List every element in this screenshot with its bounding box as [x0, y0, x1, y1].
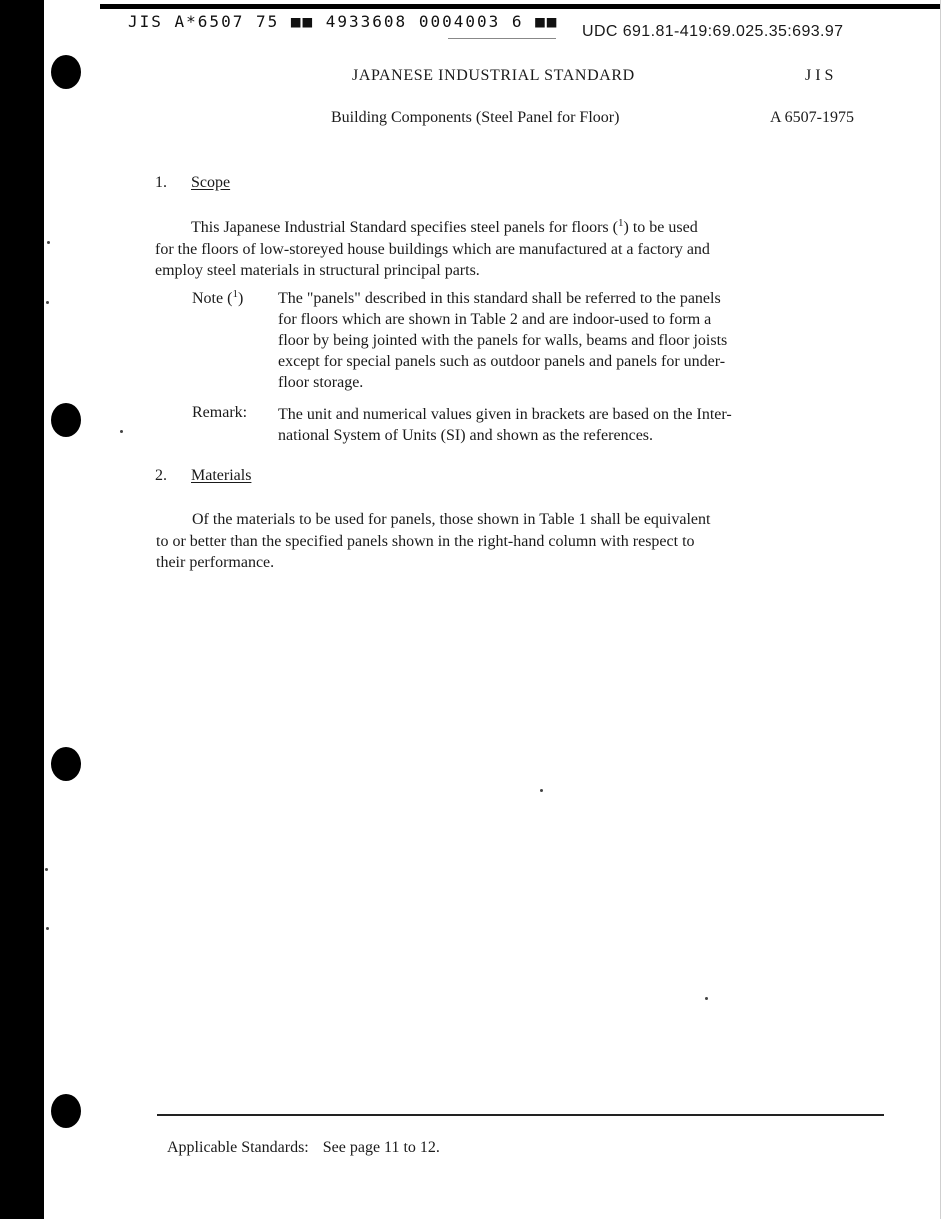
punch-hole-1	[51, 55, 81, 89]
note-line: except for special panels such as outdoor panels and panels for under-	[278, 353, 726, 370]
paragraph-line: Of the materials to be used for panels, those shown in Table 1 shall be equivalent	[192, 511, 711, 528]
applicable-standards	[167, 1139, 440, 1157]
note-label	[192, 288, 243, 308]
applicable-standards-value: See page 11 to 12.	[322, 1139, 440, 1156]
scan-speck	[540, 789, 543, 792]
scan-top-edge	[100, 4, 950, 9]
remark-line: national System of Units (SI) and shown as the references.	[278, 427, 654, 444]
scan-speck	[46, 301, 49, 304]
text-span: )	[237, 290, 244, 307]
document-title: Building Components (Steel Panel for Floor)	[331, 109, 620, 126]
note-body	[278, 288, 727, 393]
scan-speck	[45, 868, 48, 871]
note-line: floor by being jointed with the panels for walls, beams and floor joists	[278, 332, 728, 349]
jis-mark: JIS	[805, 67, 838, 84]
scan-right-edge	[940, 0, 950, 1219]
punch-hole-4	[51, 1094, 81, 1128]
punch-hole-2	[51, 403, 81, 437]
paragraph-line: to or better than the specified panels shown in the right-hand column with respect to	[156, 532, 695, 550]
note-line: floor storage.	[278, 374, 364, 391]
text-span: This Japanese Industrial Standard specifies steel panels for floors (	[191, 219, 618, 236]
scan-left-edge	[0, 0, 44, 1219]
section-title: Materials	[191, 467, 252, 484]
applicable-standards-label: Applicable Standards:	[167, 1139, 309, 1156]
paragraph-line: employ steel materials in structural principal parts.	[155, 262, 480, 279]
section-number: 1.	[155, 174, 167, 191]
catalog-code-line: JIS A*6507 75 ■■ 4933608 0004003 6 ■■	[128, 12, 559, 31]
scan-speck	[47, 241, 50, 244]
udc-classification: UDC 691.81-419:69.025.35:693.97	[582, 23, 844, 40]
remark-line: The unit and numerical values given in brackets are based on the Inter-	[278, 406, 732, 423]
punch-hole-3	[51, 747, 81, 781]
remark-label: Remark:	[192, 404, 248, 421]
remark-body	[278, 404, 732, 446]
scan-speck	[120, 430, 123, 433]
scan-speck	[46, 927, 49, 930]
section-number: 2.	[155, 467, 167, 484]
note-line: The "panels" described in this standard shall be referred to the panels	[278, 290, 721, 307]
materials-paragraph	[156, 509, 710, 574]
note-line: for floors which are shown in Table 2 and are indoor-used to form a	[278, 311, 712, 328]
footnote-ref: 1	[617, 217, 624, 229]
paragraph-line: their performance.	[156, 554, 275, 571]
section-heading-scope	[155, 174, 230, 192]
section-title: Scope	[191, 174, 231, 191]
paragraph-line	[155, 213, 710, 239]
scan-speck	[705, 997, 708, 1000]
footnote-ref: 1	[232, 288, 238, 300]
footnote-rule	[157, 1114, 884, 1116]
text-span: Note (	[192, 290, 233, 307]
section-heading-materials	[155, 467, 251, 485]
standard-title: JAPANESE INDUSTRIAL STANDARD	[352, 67, 635, 84]
paragraph-line: for the floors of low-storeyed house buildings which are manufactured at a factory and	[155, 240, 710, 258]
text-span: ) to be used	[623, 219, 698, 236]
document-number: A 6507-1975	[770, 109, 854, 126]
scope-paragraph	[155, 213, 710, 282]
code-underline	[448, 38, 556, 39]
